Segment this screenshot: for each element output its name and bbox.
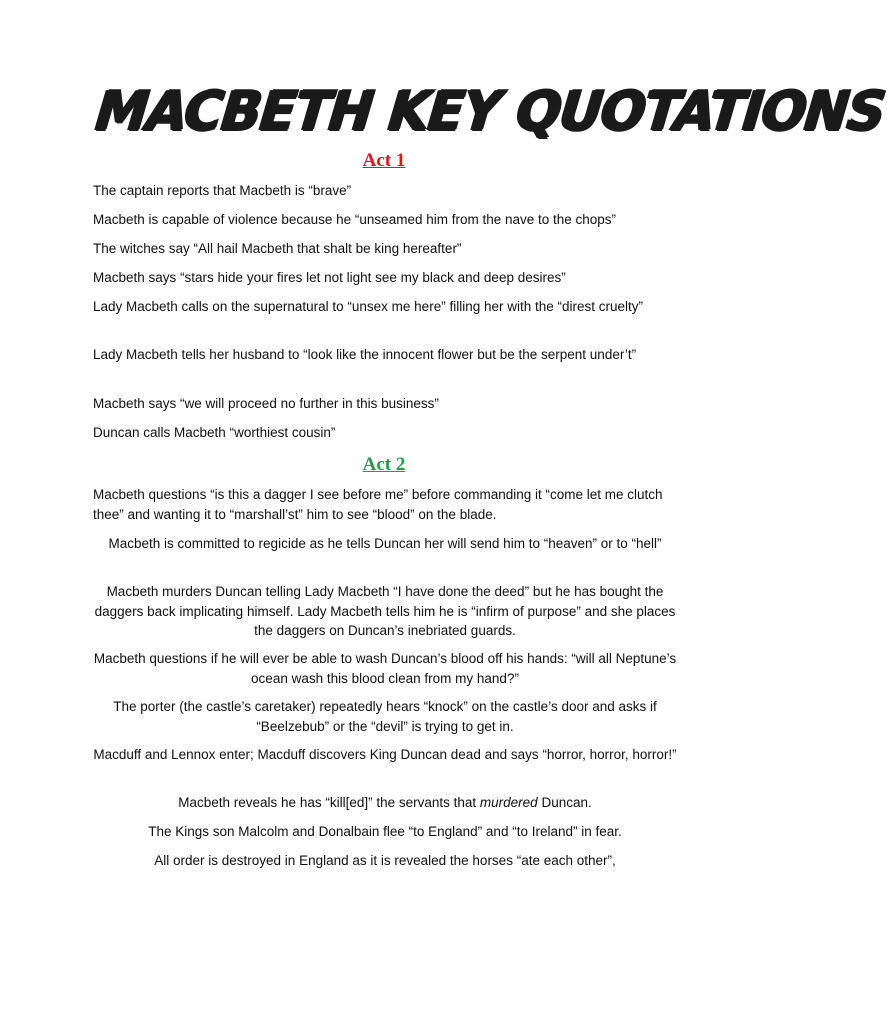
- quote-text: Macbeth reveals he has “kill[ed]” the servants that: [178, 795, 480, 810]
- act-1-quote: The witches say “All hail Macbeth that shalt be king hereafter”: [93, 241, 462, 256]
- act-2-quote: Macbeth questions if he will ever be able to wash Duncan’s blood off his hands: “will all Neptune’s ocean wash this blood clean from my hand?”: [93, 651, 677, 686]
- act-1-quote: Macbeth is capable of violence because he “unseamed him from the nave to the chops”: [93, 212, 617, 227]
- quote-text: Duncan.: [537, 795, 592, 810]
- act-1-quote: Lady Macbeth tells her husband to “look like the innocent flower but be the serpent under’t”: [93, 347, 637, 362]
- act-2-quote: Macduff and Lennox enter; Macduff discovers King Duncan dead and says “horror, horror, horror!”: [93, 747, 677, 762]
- page-title: MACBETH KEY QUOTATIONS: [92, 80, 887, 144]
- act-1-quote: Lady Macbeth calls on the supernatural to “unsex me here” filling her with the “direst cruelty”: [93, 299, 644, 314]
- act-1-quote: Macbeth says “we will proceed no further in this business”: [93, 396, 439, 411]
- act-2-quote: [90, 793, 680, 813]
- quote-emphasis: murdered: [479, 795, 538, 810]
- act-2-quote: Macbeth questions “is this a dagger I see before me” before commanding it “come let me clutch thee” and wanting it to “marshall’st” him to see “blood” on the blade.: [93, 487, 663, 522]
- act-2-quote: Macbeth is committed to regicide as he tells Duncan her will send him to “heaven” or to “hell”: [108, 536, 662, 551]
- act-1-quote: Duncan calls Macbeth “worthiest cousin”: [93, 425, 336, 440]
- act-2-heading: Act 2: [362, 454, 406, 475]
- act-1-quote: Macbeth says “stars hide your fires let not light see my black and deep desires”: [93, 270, 566, 285]
- act-1-quote: The captain reports that Macbeth is “brave”: [93, 183, 352, 198]
- act-1-heading: Act 1: [362, 150, 406, 171]
- act-2-quote: Macbeth murders Duncan telling Lady Macbeth “I have done the deed” but he has bought the daggers back implicating himself. Lady Macbeth tells him he is “infirm of purpose” and she places the daggers on Duncan’s inebriated guards.: [94, 584, 676, 638]
- act-2-quote: The porter (the castle’s caretaker) repeatedly hears “knock” on the castle’s door and asks if “Beelzebub” or the “devil” is trying to get in.: [113, 699, 657, 734]
- act-2-quote: The Kings son Malcolm and Donalbain flee “to England” and “to Ireland” in fear.: [148, 824, 622, 839]
- act-2-quote: All order is destroyed in England as it is revealed the horses “ate each other”,: [154, 853, 616, 868]
